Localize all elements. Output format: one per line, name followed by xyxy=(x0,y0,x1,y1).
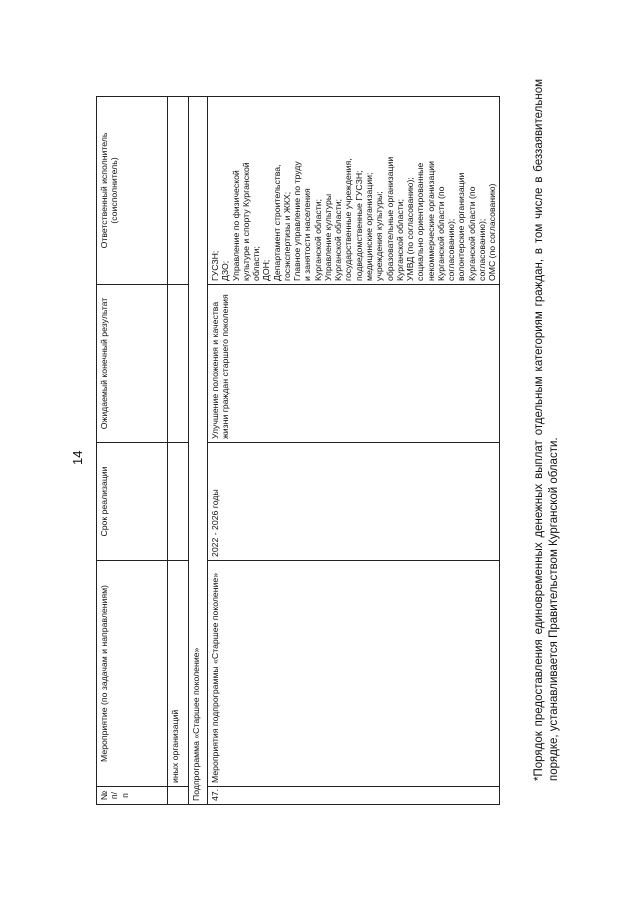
responsible-line: некоммерческие организации xyxy=(425,161,436,281)
responsible-line: согласованию); xyxy=(446,218,457,281)
responsible-line: ДОН; xyxy=(261,259,272,281)
header-result: Ожидаемый конечный результат xyxy=(97,285,168,443)
responsible-line: подведомственные ГУСЗН; xyxy=(353,170,364,281)
responsible-line: Управление по физической xyxy=(230,170,241,281)
page-number: 14 xyxy=(70,450,85,465)
table-row xyxy=(208,97,500,805)
responsible-line: УМВД (по согласованию); xyxy=(405,177,416,281)
responsible-line: волонтерские организации xyxy=(456,172,467,281)
responsible-line: и занятости населения xyxy=(302,188,313,281)
cell-empty xyxy=(168,443,189,561)
section-row xyxy=(189,97,208,805)
responsible-line: Главное управление по труду xyxy=(292,161,303,281)
responsible-line: Курганской области; xyxy=(333,199,344,281)
responsible-line: Курганской области; xyxy=(312,199,323,281)
responsible-line: ДЗО; xyxy=(220,260,231,281)
continuation-cell: иных организаций xyxy=(168,561,189,787)
activities-table xyxy=(96,96,500,805)
cell-empty xyxy=(168,285,189,443)
responsible-line: Курганской области (по xyxy=(466,186,477,281)
footnote: *Порядок предоставления единовременных денежных выплат отдельным категориям граждан, в том числе в беззаявительном порядке, устанавливается Правительством Курганской области. xyxy=(533,79,560,781)
responsible-line: социально ориентированные xyxy=(415,162,426,281)
cell-empty xyxy=(168,787,189,805)
table-row xyxy=(168,97,189,805)
responsible-line: образовательные организации xyxy=(384,156,395,281)
row-activity: Мероприятия подпрограммы «Старшее поколение» xyxy=(208,561,500,787)
row-term: 2022 - 2026 годы xyxy=(208,443,500,561)
section-title: Подпрограмма «Старшее поколение» xyxy=(189,97,208,805)
responsible-line: учреждения культуры; xyxy=(374,191,385,281)
responsible-line: Курганской области (по xyxy=(435,186,446,281)
header-responsible: Ответственный исполнитель (соисполнитель) xyxy=(97,97,168,285)
responsible-line: Управление культуры xyxy=(322,193,333,281)
responsible-line: Департамент строительства, xyxy=(271,164,282,281)
responsible-line: ГУСЗН; xyxy=(210,250,220,281)
responsible-line: медицинские организации; xyxy=(363,172,374,281)
responsible-line: культуре и спорту Курганской xyxy=(240,162,251,281)
responsible-line: области; xyxy=(251,246,262,281)
cell-empty xyxy=(168,97,189,285)
responsible-line: ОМС (по согласованию) xyxy=(487,183,498,281)
table-header-row xyxy=(97,97,168,805)
header-num: № п/п xyxy=(97,787,168,805)
row-result: Улучшение положения и качества жизни граждан старшего поколения xyxy=(208,285,500,443)
header-term: Срок реализации xyxy=(97,443,168,561)
responsible-line: госэкспертизы и ЖКХ; xyxy=(281,191,292,281)
row-num: 47. xyxy=(208,787,500,805)
row-responsible xyxy=(208,97,500,285)
responsible-line: согласованию); xyxy=(476,218,487,281)
responsible-line: государственные учреждения, xyxy=(343,158,354,281)
header-activity: Мероприятие (по задачам и направлениям) xyxy=(97,561,168,787)
responsible-line: Курганской области; xyxy=(394,199,405,281)
